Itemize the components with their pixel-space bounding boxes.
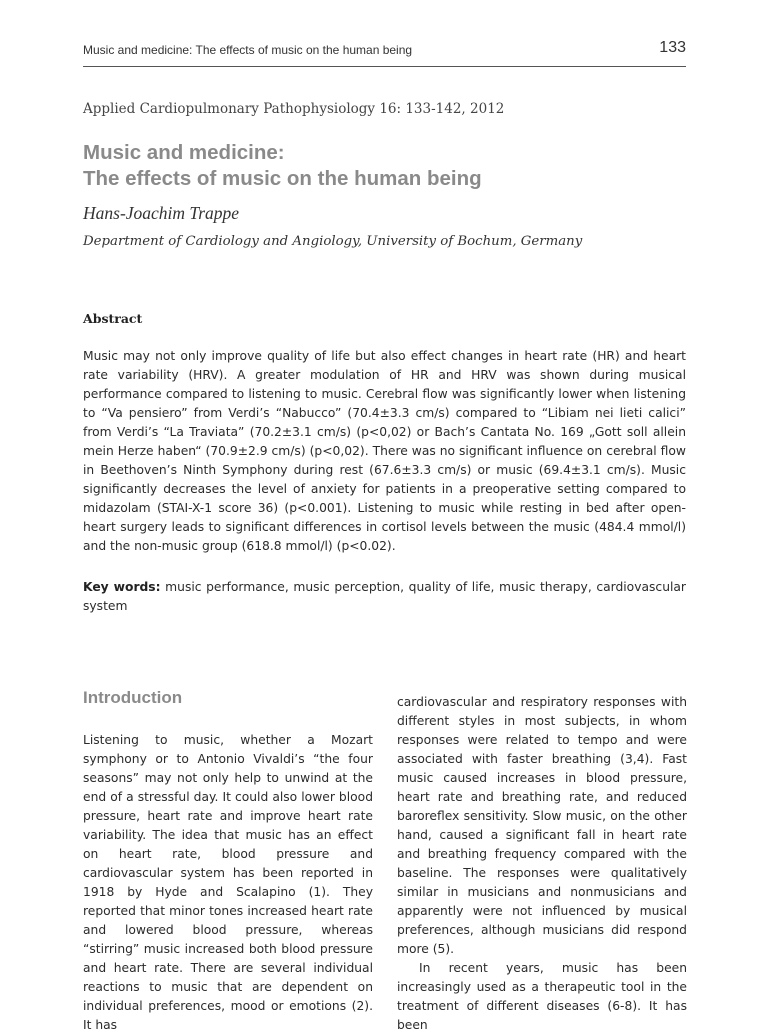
left-column: [83, 731, 373, 1035]
running-title: Music and medicine: The effects of music on the human being: [83, 43, 413, 57]
keywords-text: music performance, music perception, quality of life, music therapy, cardiovascular system: [83, 580, 686, 613]
keywords: [83, 578, 686, 616]
right-column: [397, 693, 687, 1035]
introduction-paragraph-2: In recent years, music has been increasingly used as a therapeutic tool in the treatment of different diseases (6-8). It has been: [397, 961, 687, 1032]
introduction-paragraph-continued: cardiovascular and respiratory responses with different styles in most subjects, in whom responses were related to tempo and were associated with faster breathing (3,4). Fast music caused increases in blood pressure, heart rate and breathing rate, and reduced baroreflex sensitivity. Slow music, on the other hand, caused a significant fall in heart rate and breathing frequency compared with the baseline. The responses were qualitatively similar in musicians and nonmusicians and apparently were not influenced by musical preferences, although musicians did respond more (5).: [397, 695, 687, 956]
abstract-text: Music may not only improve quality of life but also effect changes in heart rate (HR) and heart rate variability (HRV). A greater modulation of HR and HRV was shown during musical performance compared to listening to music. Cerebral flow was significantly lower when listening to “Va pensiero” from Verdi’s “Nabucco” (70.4±3.3 cm/s) compared to “Libiam nei lieti calici” from Verdi’s “La Traviata” (70.2±3.1 cm/s) (p<0,02) or Bach’s Cantata No. 169 „Gott soll allein mein Herze haben“ (70.9±2.9 cm/s) (p<0,02). There was no significant influence on cerebral flow in Beethoven’s Ninth Symphony during rest (67.6±3.3 cm/s) or music (69.4±3.1 cm/s). Music significantly decreases the level of anxiety for patients in a preoperative setting compared to midazolam (STAI-X-1 score 36) (p<0.001). Listening to music while resting in bed after open-heart surgery leads to significant differences in cortisol levels between the music (484.4 mmol/l) and the non-music group (618.8 mmol/l) (p<0.02).: [83, 349, 686, 553]
header-divider: [83, 66, 686, 67]
author-affiliation: Department of Cardiology and Angiology, University of Bochum, Germany: [83, 234, 583, 249]
article-title-line-1: Music and medicine:: [83, 141, 285, 164]
article-title-line-2: The effects of music on the human being: [83, 167, 482, 190]
abstract-heading: Abstract: [83, 311, 143, 326]
keywords-label: Key words:: [83, 580, 161, 594]
introduction-paragraph-1: Listening to music, whether a Mozart symphony or to Antonio Vivaldi’s “the four seasons” may not only help to unwind at the end of a stressful day. It could also lower blood pressure, heart rate and improve heart rate variability. The idea that music has an effect on heart rate, blood pressure and cardiovascular system has been reported in 1918 by Hyde and Scalapino (1). They reported that minor tones increased heart rate and lowered blood pressure, whereas “stirring” music increased both blood pressure and heart rate. There are several individual reactions to music that are dependent on individual preferences, mood or emotions (2). It has: [83, 733, 373, 1032]
running-header: [83, 39, 686, 57]
journal-citation: Applied Cardiopulmonary Pathophysiology 16: 133-142, 2012: [83, 101, 505, 117]
introduction-heading: Introduction: [83, 688, 183, 707]
page-number: 133: [659, 39, 686, 56]
article-title: [83, 140, 482, 192]
author-name: Hans-Joachim Trappe: [83, 203, 240, 223]
